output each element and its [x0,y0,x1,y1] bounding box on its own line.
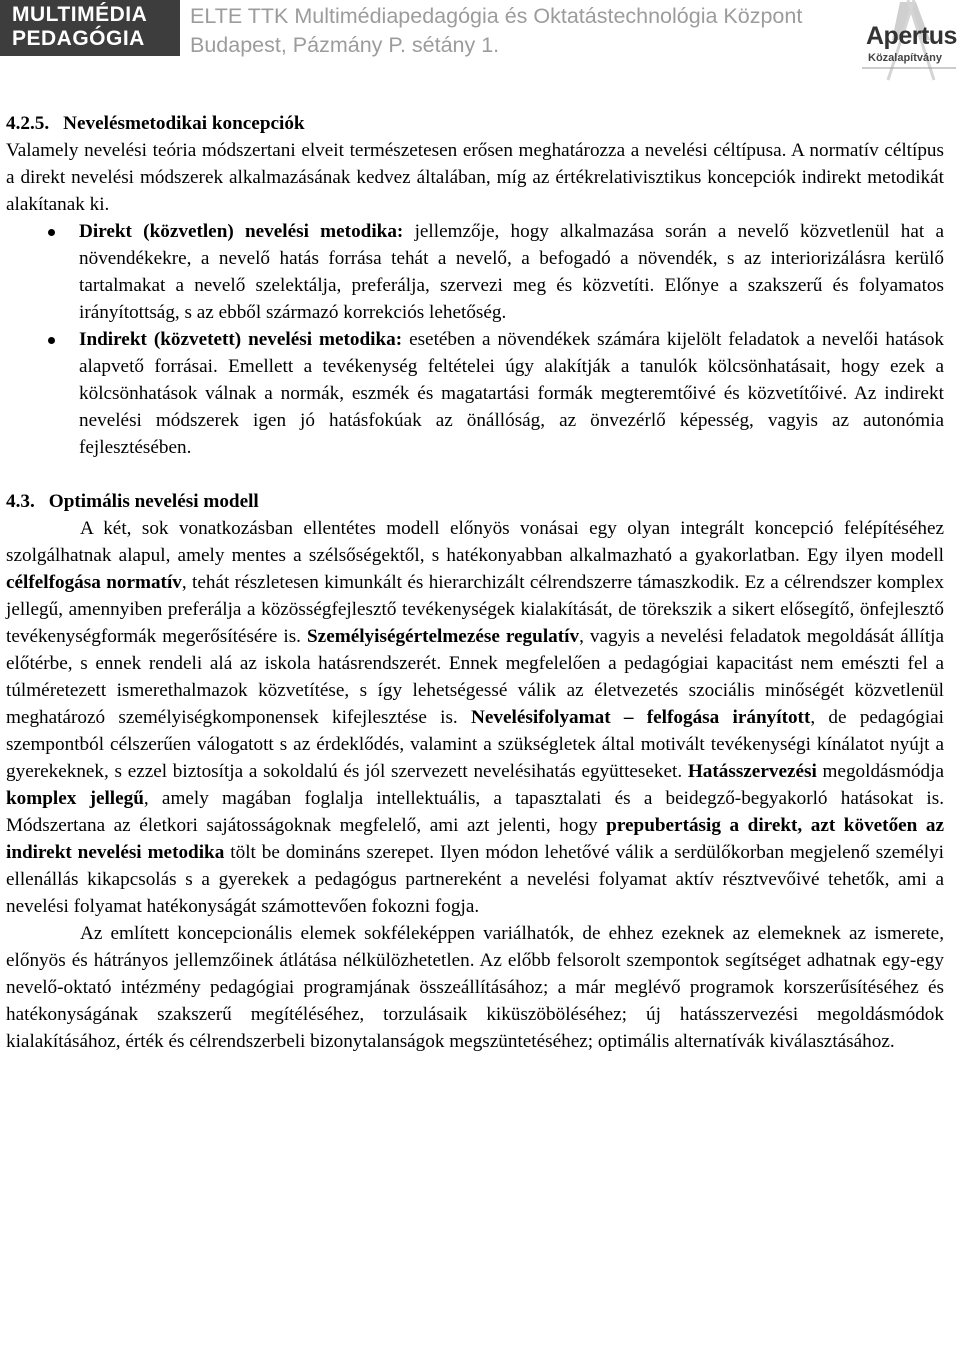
logo-line-2: PEDAGÓGIA [12,27,145,50]
document-body [6,110,944,1055]
section-number: 4.3. [6,491,35,512]
apertus-subtitle: Közalapítvány [868,52,942,64]
apertus-name: Apertus [866,22,957,50]
header-title-line-1: ELTE TTK Multimédiapedagógia és Oktatástechnológia Központ [190,4,803,28]
emphasis: Személyiségértelmezése regulatív [307,626,580,647]
closing-paragraph: Az említett koncepcionális elemek sokféleképpen variálhatók, de ehhez ezeknek az elemeknek az ismerete, előnyös és hátrányos jellemzőinek átlátása nélkülözhetetlen. Az előbb felsorolt szempontok segítséget adhatnak egy-egy nevelő-oktató intézmény pedagógiai programjának összeállításához; a már meglévő programok korszerűsítéséhez és hatékonyságának szakszerű megítéléséhez, torzulásaik kiküszöböléséhez; új hatásszervezési megoldásmódok kialakításához, érték és célrendszerbeli bizonytalanságok megszüntetéséhez; optimális alternatívák kiválasztásához. [6,923,944,1052]
list-item [6,326,944,461]
list-item [6,218,944,326]
section-spacer [6,461,944,488]
header-title-line-2: Budapest, Pázmány P. sétány 1. [190,33,500,57]
section-number: 4.2.5. [6,113,50,134]
list-item-text: jellemzője, hogy alkalmazása során a nevelő közvetlenül hat a növendékekre, a nevelő hatás forrása tehát a nevelő, a befogadó a növendék, s az interiorizálásra kerülő tartalmakat a nevelő szelektálja, preferálja, szervezi meg és közvetíti. Előnye a szakszerű és folyamatos irányítottság, s az ebből származó korrekciós lehetőség. [79,221,944,323]
section-heading-4-2-5 [6,110,944,137]
text-run: A két, sok vonatkozásban ellentétes modell előnyös vonásai egy olyan integrált koncepció felépítéséhez szolgálhatnak alapul, amely mentes a szélsőségektől, s hatékonyabban alkalmazható a gyakorlatban. Egy ilyen modell [6,518,944,566]
section-title: Nevelésmetodikai koncepciók [63,113,305,134]
emphasis: komplex jellegű [6,788,144,809]
logo-line-1: MULTIMÉDIA [12,3,148,26]
text-run: , amely magában foglalja intellektuális, a tapasztalati és a beidegző-begyakorló hatásokat is. Módszertana az életkori sajátosságoknak megfelelő, ami azt jelenti, hogy [6,788,944,836]
section-heading-4-3 [6,488,944,515]
text-run: megoldásmódja [816,761,944,782]
multimedia-pedagogia-logo [0,0,180,56]
text-run: , de pedagógiai szempontból célszerűen válogatott s az érdeklődés, valamint a szükségletek által motivált tevékenységi kínálatot nyújt a gyerekeknek, s ezzel biztosítja a sokoldalú és jól szervezett nevelésihatás együtteseket. [6,707,945,782]
emphasis: prepubertásig a direkt, azt követően az indirekt nevelési metodika [6,815,945,863]
text-run: tölt be domináns szerepet. Ilyen módon lehetővé válik a serdülőkorban megjelenő személyi ellenállás kikapcsolás s a gyerekek a pedagógus partnereként a nevelési folyamat aktív résztvevőivé tehetők, ami a nevelési folyamat hatékonyságát számottevően fokozni fogja. [6,842,944,917]
methodology-list [6,218,944,461]
list-item-term: Indirekt (közvetett) nevelési metodika: [79,329,403,350]
emphasis: célfelfogása normatív [6,572,182,593]
model-paragraph [6,515,944,920]
apertus-logo [856,0,960,96]
bullet-icon [48,229,55,236]
header-institution [190,2,802,60]
bullet-icon [48,337,55,344]
section-intro-paragraph: Valamely nevelési teória módszertani elveit természetesen erősen meghatározza a nevelési céltípusa. A normatív céltípus a direkt nevelési módszerek alkalmazásának kedvez általában, míg az értékrelativisztikus koncepciók indirekt metodikát alakítanak ki. [6,140,944,215]
list-item-term: Direkt (közvetlen) nevelési metodika: [79,221,404,242]
list-item-text: esetében a növendékek számára kijelölt feladatok a nevelői hatások alapvető forrásai. Emellett a tevékenység feltételei úgy alakítják a tanulók kölcsönhatásait, hogy ezek a kölcsönhatások válnak a normák, eszmék és magatartási formák megteremtőivé és közvetítőivé. Az indirekt nevelési módszerek igen jó hatásfokúak az önállóság, az önvezérlő képesség, vagyis az autonómia fejlesztésében. [79,329,945,458]
page-header [0,0,960,96]
emphasis: Hatásszervezési [687,761,817,782]
text-run: , tehát részletesen kimunkált és hierarchizált célrendszerre támaszkodik. Ez a célrendszer komplex jellegű, amennyiben preferálja a közösségfejlesztő tevékenységek kialakítását, de törekszik a sikert elősegítő, önfejlesztő tevékenységformák megerősítésére is. [6,572,944,647]
section-title: Optimális nevelési modell [48,491,259,512]
text-run: , vagyis a nevelési feladatok megoldását állítja előtérbe, s ennek rendeli alá az iskola hatásrendszerét. Ennek megfelelően a pedagógiai kapacitást nem emészti fel a túlméretezett ismerethalmazok közvetítése, s így lehetségessé válik az életvezetés szociális minőségét közvetlenül meghatározó személyiségkomponensek kifejlesztése is. [6,626,944,728]
emphasis: Nevelésifolyamat – felfogása irányított [471,707,811,728]
